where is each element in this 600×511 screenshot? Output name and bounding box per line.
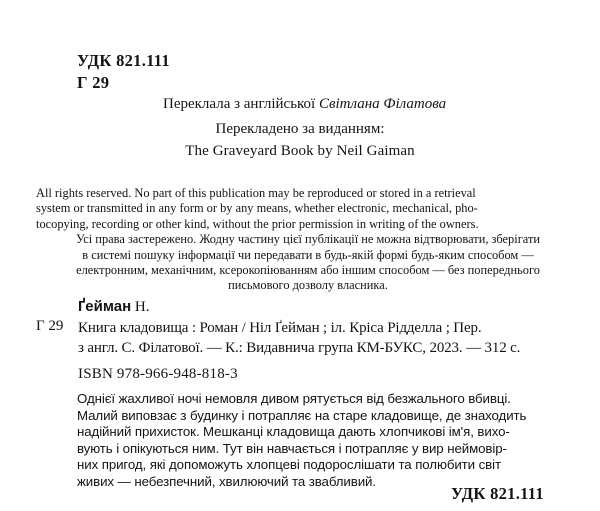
annotation-line: них пригод, які допоможуть хлопцеві подорослішати та полюбити світ <box>77 457 501 473</box>
annotation-line: вують і опікуються ним. Тут він навчається і потрапляє у вир неймовір- <box>77 440 507 456</box>
annotation <box>77 391 526 491</box>
catalog-code: Г 29 <box>36 318 64 334</box>
original-edition <box>0 118 600 162</box>
catalog-description <box>78 318 520 358</box>
edition-label: Перекладено за виданням: <box>215 121 385 137</box>
edition-title: The Graveyard Book by Neil Gaiman <box>185 143 415 159</box>
rights-line: system or transmitted in any form or by any means, whether electronic, mechanical, pho- <box>36 201 478 216</box>
footer-udk-code: УДК 821.111 <box>451 484 544 503</box>
rights-line: Усі права застережено. Жодну частину цієї публікації не можна відтворювати, зберігати <box>75 232 540 247</box>
author-initial: Н. <box>134 299 150 315</box>
translator-prefix: Переклала з англійської <box>163 96 316 112</box>
translator-credit <box>163 96 446 113</box>
catalog-author <box>78 298 150 316</box>
annotation-line: надійний прихисток. Мешканці кладовища дають хлопчикові ім'я, вихо- <box>77 424 510 440</box>
annotation-line: Однієї жахливої ночі немовля дивом рятується від безжального вбивці. <box>77 391 511 406</box>
rights-notice <box>36 186 580 294</box>
rights-line: письмового дозволу власника. <box>228 278 388 293</box>
annotation-line: живих — небезпечний, хвилюючий та звабливий. <box>77 473 376 489</box>
translator-name: Світлана Філатова <box>318 96 447 112</box>
author-mark: Г 29 <box>77 73 110 92</box>
rights-line: All rights reserved. No part of this publication may be reproduced or stored in a retrieval <box>36 186 476 200</box>
isbn: ISBN 978-966-948-818-3 <box>78 366 238 382</box>
description-line: Книга кладовища : Роман / Ніл Ґейман ; іл. Кріса Рідделла ; Пер. <box>78 320 482 336</box>
annotation-line: Малий виповзає з будинку і потрапляє на старе кладовище, де знаходить <box>77 407 527 423</box>
rights-line: tocopying, recording or other kind, without the prior permission in writing of the owners. <box>36 216 479 231</box>
rights-line: електронним, механічним, ксерокопіюванням або іншим способом — без попереднього <box>76 263 540 278</box>
rights-line: в системі пошуку інформації чи передавати в будь-якій формі будь-яким способом — <box>82 247 534 262</box>
description-line: з англ. С. Філатової. — К.: Видавнича група КМ-БУКС, 2023. — 312 с. <box>78 340 521 356</box>
author-surname: Ґейман <box>78 298 132 315</box>
classification-block <box>77 50 170 94</box>
udk-code: УДК 821.111 <box>77 51 170 70</box>
